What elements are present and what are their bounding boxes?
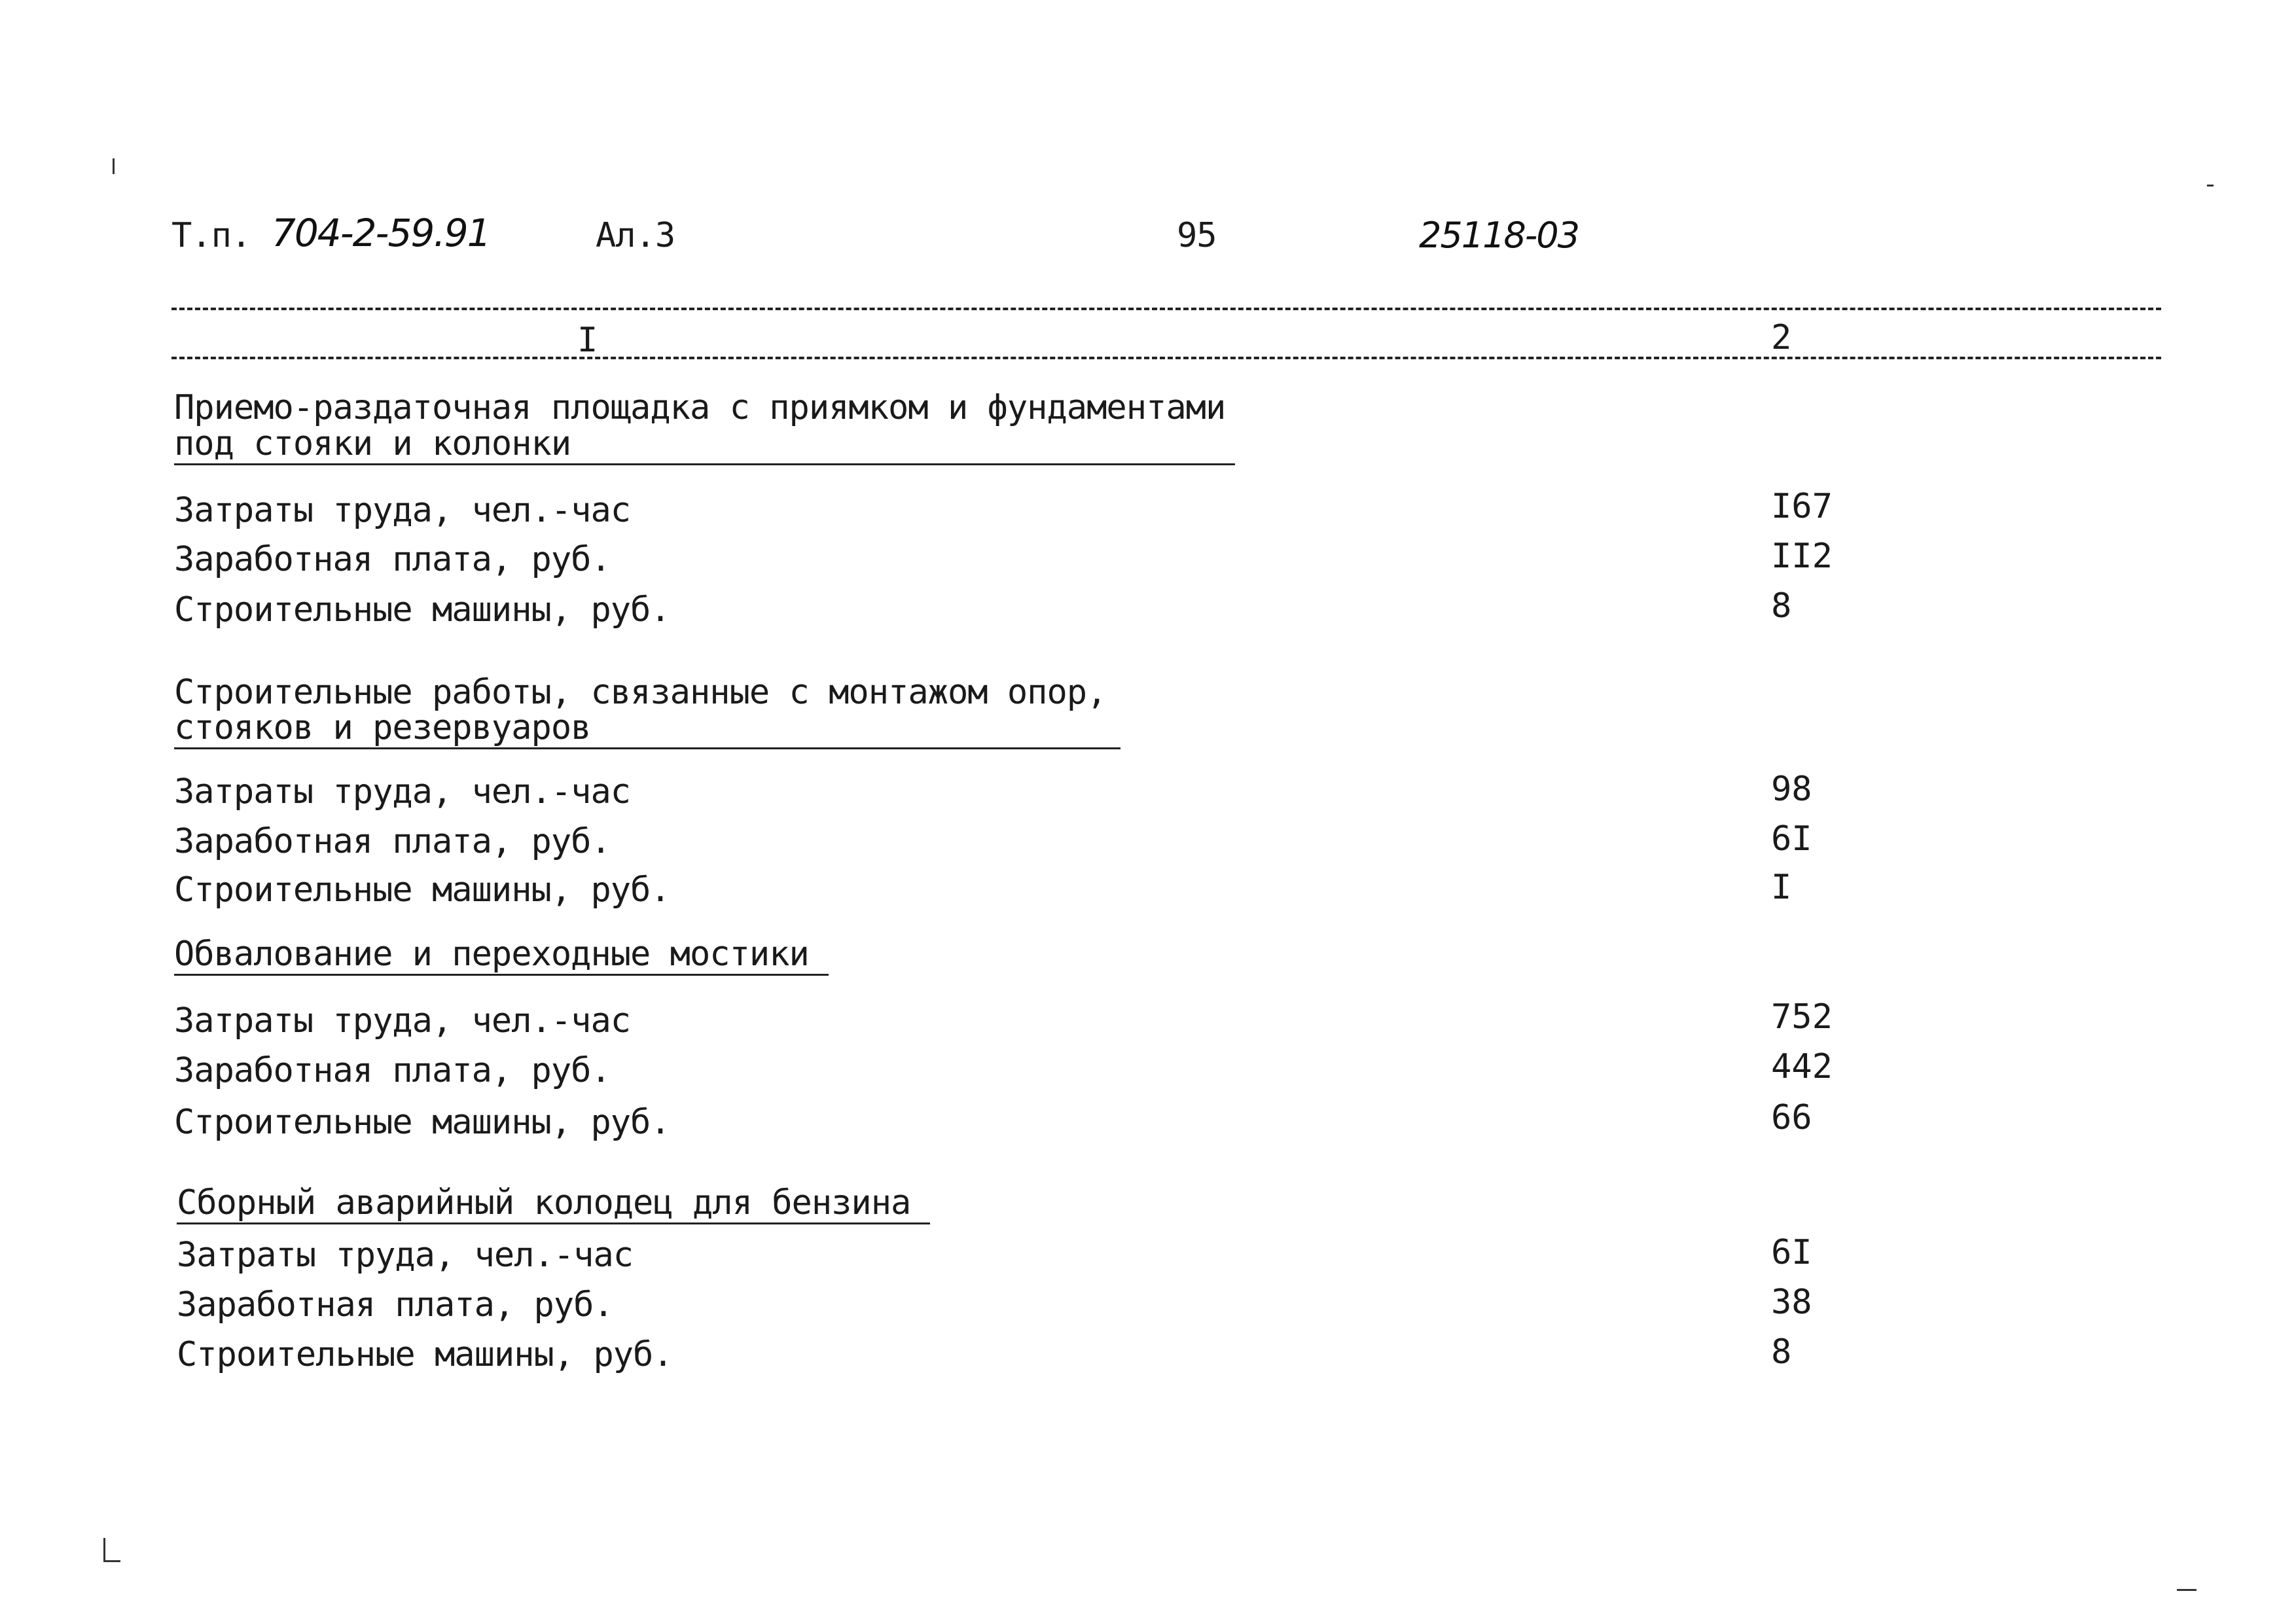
section-1-row-2-label: Заработная плата, руб. [174,540,611,579]
scan-mark-bottom-left-h [103,1560,120,1562]
section-2-row-3-label: Строительные машины, руб. [174,870,670,910]
section-2-row-1-label: Затраты труда, чел.-час [174,772,631,812]
section-2-row-3-value: I [1771,868,1792,907]
section-1-row-1-value: I67 [1771,487,1833,526]
page-number: 95 [1177,216,1217,255]
scan-mark-top-left [113,158,115,174]
section-2-row-2-label: Заработная плата, руб. [174,822,611,861]
section-1-row-2-value: II2 [1771,537,1833,576]
section-4-row-3-label: Строительные машины, руб. [177,1335,673,1374]
section-2-row-2-value: 6I [1771,819,1812,859]
table-top-rule [171,308,2161,310]
section-3-row-1-label: Затраты труда, чел.-час [174,1001,631,1041]
section-3-row-2-value: 442 [1771,1047,1833,1086]
scan-mark-bottom-left-v [103,1538,105,1561]
section-3-row-3-label: Строительные машины, руб. [174,1103,670,1142]
section-4-row-3-value: 8 [1771,1332,1792,1372]
table-header-rule [171,357,2161,359]
section-1-title-line1: Приемо-раздаточная площадка с приямком и фундаментами [174,388,1226,427]
project-number: 704-2-59.91 [272,211,490,255]
section-3-row-1-value: 752 [1771,997,1833,1037]
section-4-row-2-value: 38 [1771,1283,1812,1322]
section-1-row-1-label: Затраты труда, чел.-час [174,491,631,530]
section-3-row-3-value: 66 [1771,1098,1812,1137]
column-header-1: I [577,321,598,360]
album-label: Ал.3 [596,216,675,255]
section-3-title: Обвалование и переходные мостики [174,935,829,976]
section-1-row-3-label: Строительные машины, руб. [174,590,670,630]
section-2-row-1-value: 98 [1771,770,1812,809]
doc-prefix: Т.п. [171,216,251,255]
section-3-row-2-label: Заработная плата, руб. [174,1051,611,1090]
section-4-row-1-label: Затраты труда, чел.-час [177,1236,634,1275]
section-4-title: Сборный аварийный колодец для бензина [177,1183,930,1224]
document-number: 25118-03 [1419,215,1579,256]
section-4-row-1-value: 6I [1771,1233,1812,1272]
scan-mark-bottom-right [2177,1589,2197,1591]
section-1-row-3-value: 8 [1771,586,1792,626]
column-header-2: 2 [1771,318,1791,357]
section-2-title-line1: Строительные работы, связанные с монтажом опор, [174,673,1107,712]
section-2-title-line2: стояков и резервуаров [174,708,1121,749]
scan-mark-top-right [2207,185,2214,187]
section-1-title-line2: под стояки и колонки [174,424,1235,465]
section-4-row-2-label: Заработная плата, руб. [177,1285,613,1325]
